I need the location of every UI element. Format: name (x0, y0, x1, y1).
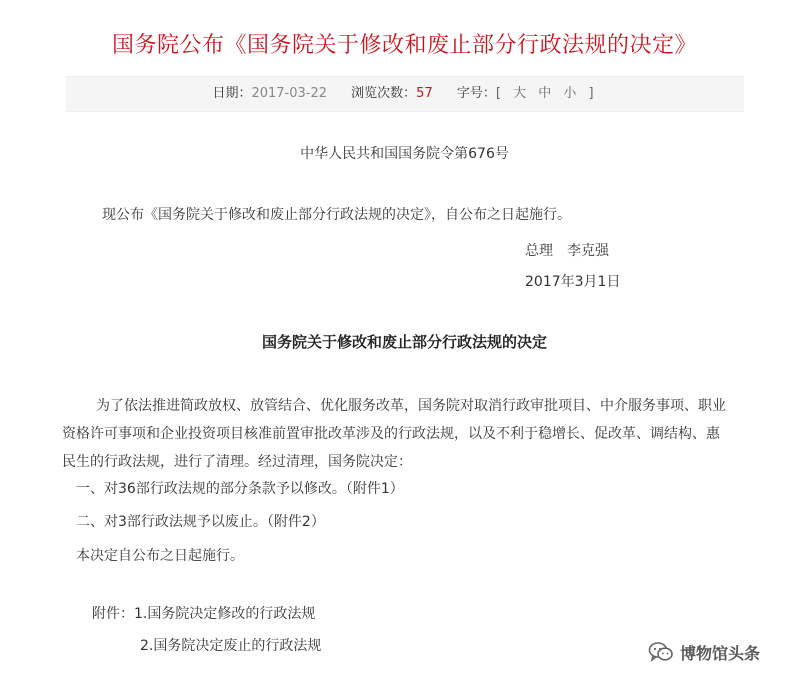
font-size-selector[interactable]: [ 大 中 小 ] (495, 86, 598, 101)
effective-statement: 本决定自公布之日起施行。 (76, 548, 244, 564)
decision-heading: 国务院关于修改和废止部分行政法规的决定 (261, 333, 547, 351)
page-title: 国务院公布《国务院关于修改和废止部分行政法规的决定》 (111, 33, 697, 58)
wechat-icon (648, 640, 674, 664)
views-count: 57 (416, 86, 433, 101)
decision-item-2: 二、对3部行政法规予以废止。（附件2） (76, 514, 325, 530)
date-label: 日期： (212, 86, 252, 101)
sign-date: 2017年3月1日 (525, 274, 621, 290)
signer: 总理 李克强 (525, 243, 609, 259)
watermark (648, 638, 760, 666)
paragraph-line: 为了依法推进简政放权、放管结合、优化服务改革，国务院对取消行政审批项目、中介服务事项、职业 (96, 398, 726, 414)
views-label: 浏览次数： (351, 86, 417, 101)
watermark-text: 博物馆头条 (680, 643, 761, 663)
attachment-1[interactable]: 附件：1.国务院决定修改的行政法规 (92, 606, 316, 622)
font-size-info (457, 86, 598, 101)
body-paragraph (62, 392, 752, 476)
announcement-text: 现公布《国务院关于修改和废止部分行政法规的决定》，自公布之日起施行。 (102, 207, 571, 223)
decree-number: 中华人民共和国国务院令第676号 (300, 146, 509, 162)
paragraph-line: 资格许可事项和企业投资项目核准前置审批改革涉及的行政法规，以及不利于稳增长、促改革、调结构、惠 (62, 426, 720, 442)
font-size-label: 字号： (456, 86, 496, 101)
date-value: 2017-03-22 (251, 86, 328, 101)
decision-item-1: 一、对36部行政法规的部分条款予以修改。（附件1） (76, 481, 404, 497)
paragraph-line: 民生的行政法规，进行了清理。经过清理，国务院决定： (62, 454, 412, 470)
meta-bar (66, 76, 744, 112)
attachment-2[interactable]: 2.国务院决定废止的行政法规 (140, 638, 322, 654)
date-info (212, 86, 331, 101)
views-info (351, 86, 437, 101)
